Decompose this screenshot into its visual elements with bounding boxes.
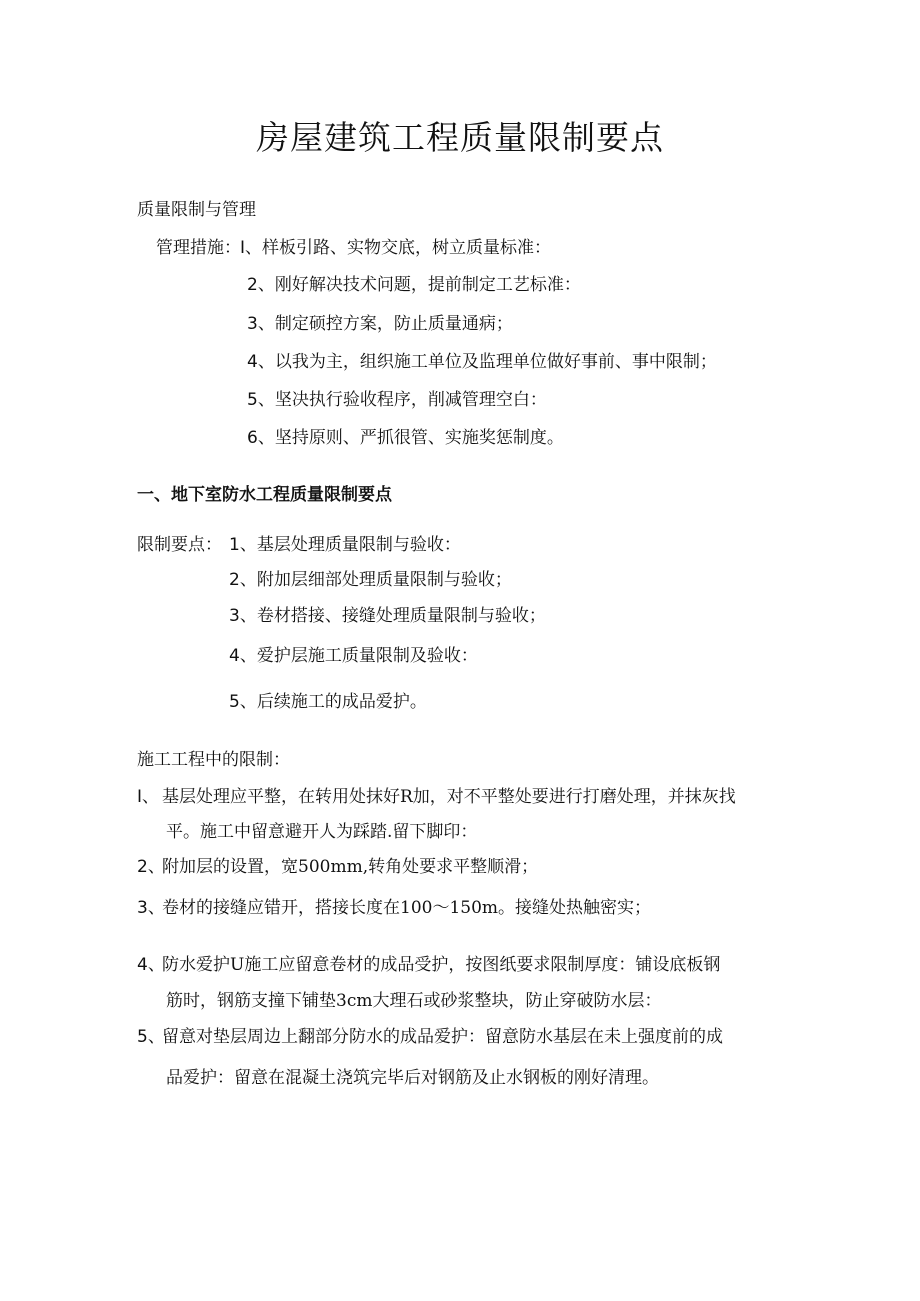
list-item xyxy=(229,533,461,557)
point-number: 4、 xyxy=(229,646,257,666)
process-number: I、 xyxy=(137,787,160,807)
item-number: 5、 xyxy=(247,390,275,410)
item-number: 6、 xyxy=(247,428,275,448)
item-number: 4、 xyxy=(247,352,275,372)
process-line: 基层处理应平整，在转用处抹好R加，对不平整处要进行打磨处理，并抹灰找 xyxy=(162,787,736,807)
list-item xyxy=(229,690,427,714)
point-text: 附加层细部处理质量限制与验收； xyxy=(256,570,512,590)
item-text: 制定硕控方案，防止质量通病； xyxy=(274,314,513,334)
item-number: I、 xyxy=(240,238,263,258)
process-number: 5、 xyxy=(137,1027,165,1047)
list-item xyxy=(229,644,478,668)
process-line: 品爱护：留意在混凝土浇筑完毕后对钢筋及止水钢板的刚好清理。 xyxy=(166,1068,659,1088)
list-item xyxy=(247,350,717,374)
process-line: 留意对垫层周边上翻部分防水的成品爱护：留意防水基层在未上强度前的成 xyxy=(162,1027,723,1047)
list-item xyxy=(247,273,581,297)
point-number: 2、 xyxy=(229,570,257,590)
section-heading-quality: 质量限制与管理 xyxy=(137,200,256,220)
item-number: 3、 xyxy=(247,314,275,334)
process-line: 附加层的设置，宽500mm,转角处要求平整顺滑； xyxy=(162,857,539,877)
process-line: 卷材的接缝应错开，搭接长度在100～150m。接缝处热触密实； xyxy=(162,898,652,918)
list-item xyxy=(229,604,546,628)
points-prefix: 限制要点： xyxy=(137,535,222,555)
process-number: 3、 xyxy=(137,898,165,918)
process-number: 4、 xyxy=(137,955,165,975)
point-text: 卷材搭接、接缝处理质量限制与验收； xyxy=(256,606,546,626)
point-text: 后续施工的成品爱护。 xyxy=(256,692,427,712)
point-number: 5、 xyxy=(229,692,257,712)
point-number: 1、 xyxy=(229,535,257,555)
item-text: 刚好解决技术问题，提前制定工艺标准： xyxy=(274,275,581,295)
point-text: 爱护层施工质量限制及验收： xyxy=(256,646,478,666)
list-item xyxy=(240,236,551,260)
list-item xyxy=(247,426,564,450)
process-number: 2、 xyxy=(137,857,165,877)
process-line: 筋时，钢筋支撞下铺垫3cm大理石或砂浆整块，防止穿破防水层： xyxy=(166,991,662,1011)
item-text: 坚持原则、严抓很管、实施奖惩制度。 xyxy=(274,428,564,448)
item-text: 样板引路、实物交底，树立质量标准： xyxy=(262,238,552,258)
item-number: 2、 xyxy=(247,275,275,295)
measures-prefix: 管理措施： xyxy=(156,238,241,258)
list-item xyxy=(247,312,513,336)
page-title: 房屋建筑工程质量限制要点 xyxy=(256,118,664,157)
process-line: 防水爱护U施工应留意卷材的成品受护，按图纸要求限制厚度：铺设底板钢 xyxy=(162,955,721,975)
list-item xyxy=(229,568,512,592)
item-text: 坚决执行验收程序，削减管理空白： xyxy=(274,390,547,410)
process-line: 平。施工中留意避开人为踩踏.留下脚印： xyxy=(166,822,478,842)
process-heading: 施工工程中的限制： xyxy=(137,750,290,770)
section-heading-basement: 一、地下室防水工程质量限制要点 xyxy=(137,485,392,505)
item-text: 以我为主，组织施工单位及监理单位做好事前、事中限制； xyxy=(274,352,717,372)
list-item xyxy=(247,388,547,412)
point-number: 3、 xyxy=(229,606,257,626)
point-text: 基层处理质量限制与验收： xyxy=(256,535,461,555)
